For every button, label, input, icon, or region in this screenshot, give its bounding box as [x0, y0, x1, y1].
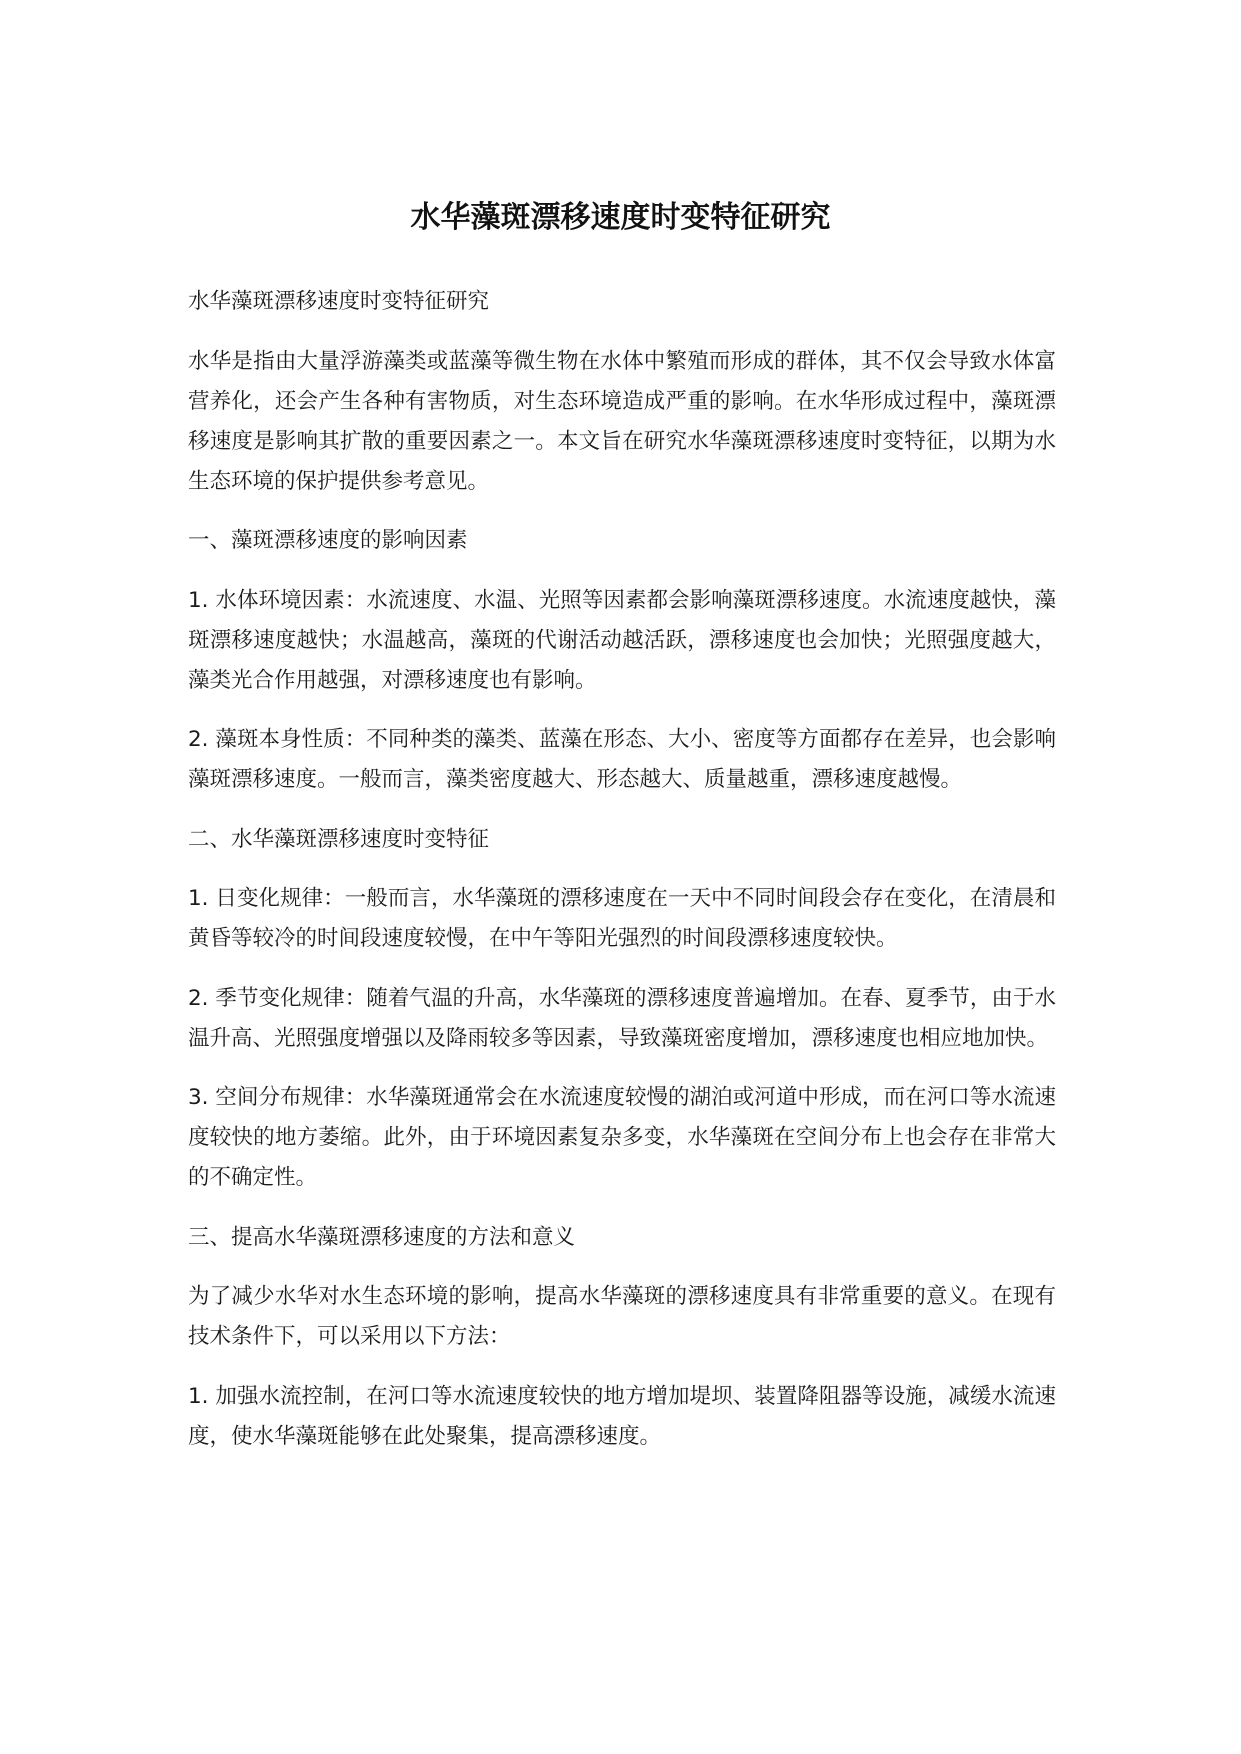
- list-item-flow-control: 1. 加强水流控制，在河口等水流速度较快的地方增加堤坝、装置降阻器等设施，减缓水流速度，使水华藻斑能够在此处聚集，提高漂移速度。: [188, 1383, 1056, 1449]
- list-item-daily-variation: 1. 日变化规律：一般而言，水华藻斑的漂移速度在一天中不同时间段会存在变化，在清晨和黄昏等较冷的时间段速度较慢，在中午等阳光强烈的时间段漂移速度较快。: [188, 886, 1056, 951]
- subtitle-paragraph: 水华藻斑漂移速度时变特征研究: [188, 289, 490, 314]
- document-title: 水华藻斑漂移速度时变特征研究: [410, 200, 831, 236]
- methods-intro-paragraph: 为了减少水华对水生态环境的影响，提高水华藻斑的漂移速度具有非常重要的意义。在现有技术条件下，可以采用以下方法：: [188, 1284, 1056, 1349]
- document-body: [188, 282, 1056, 1476]
- section-heading-1: 一、藻斑漂移速度的影响因素: [188, 528, 468, 553]
- list-item-water-environment: 1. 水体环境因素：水流速度、水温、光照等因素都会影响藻斑漂移速度。水流速度越快，藻斑漂移速度越快；水温越高，藻斑的代谢活动越活跃，漂移速度也会加快；光照强度越大，藻类光合作用越强，对漂移速度也有影响。: [188, 587, 1056, 693]
- intro-paragraph: 水华是指由大量浮游藻类或蓝藻等微生物在水体中繁殖而形成的群体，其不仅会导致水体富营养化，还会产生各种有害物质，对生态环境造成严重的影响。在水华形成过程中，藻斑漂移速度是影响其扩散的重要因素之一。本文旨在研究水华藻斑漂移速度时变特征，以期为水生态环境的保护提供参考意见。: [188, 348, 1056, 494]
- section-heading-2: 二、水华藻斑漂移速度时变特征: [188, 826, 490, 852]
- list-item-seasonal-variation: 2. 季节变化规律：随着气温的升高，水华藻斑的漂移速度普遍增加。在春、夏季节，由于水温升高、光照强度增强以及降雨较多等因素，导致藻斑密度增加，漂移速度也相应地加快。: [188, 985, 1056, 1051]
- section-heading-3: 三、提高水华藻斑漂移速度的方法和意义: [188, 1224, 576, 1250]
- list-item-algae-properties: 2. 藻斑本身性质：不同种类的藻类、蓝藻在形态、大小、密度等方面都存在差异，也会影响藻斑漂移速度。一般而言，藻类密度越大、形态越大、质量越重，漂移速度越慢。: [188, 727, 1056, 792]
- list-item-spatial-distribution: 3. 空间分布规律：水华藻斑通常会在水流速度较慢的湖泊或河道中形成，而在河口等水流速度较快的地方萎缩。此外，由于环境因素复杂多变，水华藻斑在空间分布上也会存在非常大的不确定性。: [188, 1085, 1056, 1190]
